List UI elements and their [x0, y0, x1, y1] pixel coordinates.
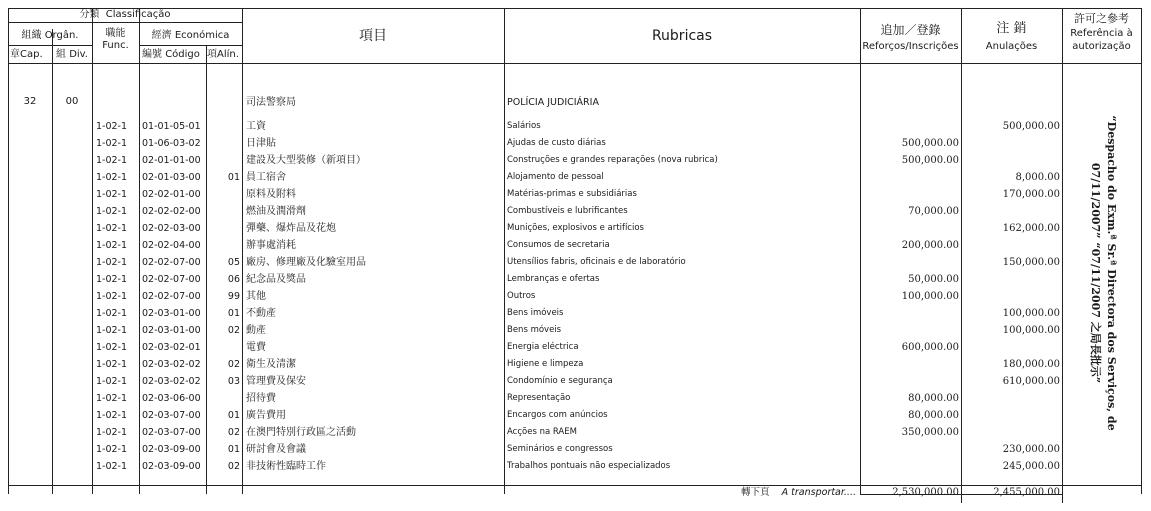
- row-rubrica-pt: Construções e grandes reparações (nova rubrica): [507, 155, 718, 165]
- budget-table: [8, 8, 1142, 503]
- row-item-zh: 招待費: [246, 393, 276, 404]
- row-func: 1-02-1: [96, 223, 128, 234]
- row-anulacao: 180,000.00: [1002, 359, 1060, 370]
- grid-line: [8, 22, 242, 23]
- organica-zh: 組織: [21, 30, 42, 41]
- row-item-zh: 研討會及會議: [246, 444, 306, 455]
- row-code: 02-03-06-00: [142, 393, 201, 404]
- cap-header: [10, 49, 52, 61]
- row-func: 1-02-1: [96, 308, 128, 319]
- organica-pt: Orgân.: [44, 30, 79, 41]
- anulacoes-pt: Anulações: [985, 41, 1038, 52]
- row-code: 02-01-03-00: [142, 172, 201, 183]
- anulacoes-zh: 注 銷: [996, 21, 1027, 36]
- row-func: 1-02-1: [96, 444, 128, 455]
- transport-label: [608, 486, 856, 499]
- row-func: 1-02-1: [96, 172, 128, 183]
- row-func: 1-02-1: [96, 461, 128, 472]
- row-code: 02-01-01-00: [142, 155, 201, 166]
- alin-zh: 項: [207, 49, 217, 60]
- row-reforco: 100,000.00: [901, 291, 959, 302]
- organica-header: [8, 30, 92, 42]
- grid-line: [1141, 8, 1142, 494]
- row-alin: 06: [227, 274, 240, 285]
- row-item-zh: 燃油及潤滑劑: [246, 206, 306, 217]
- row-func: 1-02-1: [96, 427, 128, 438]
- row-code: 02-02-03-00: [142, 223, 201, 234]
- row-item-zh: 工資: [246, 121, 266, 132]
- row-rubrica-pt: Seminários e congressos: [507, 444, 613, 454]
- div-pt: Div.: [69, 49, 88, 60]
- row-alin: 99: [227, 291, 240, 302]
- row-rubrica-pt: Lembranças e ofertas: [507, 274, 600, 284]
- grid-line: [139, 45, 242, 46]
- row-func: 1-02-1: [96, 189, 128, 200]
- ref-pt1: Referência à: [1070, 28, 1133, 39]
- row-func: 1-02-1: [96, 257, 128, 268]
- row-item-zh: 動產: [246, 325, 266, 336]
- row-item-zh: 彈藥、爆炸品及花炮: [246, 223, 336, 234]
- grid-line: [8, 45, 92, 46]
- row-code: 02-02-07-00: [142, 257, 201, 268]
- row-reforco: 80,000.00: [908, 393, 959, 404]
- section-name-pt: POLÍCIA JUDICIÁRIA: [507, 97, 599, 108]
- row-item-zh: 原料及附料: [246, 189, 296, 200]
- grid-line: [139, 8, 140, 494]
- row-code: 02-03-09-00: [142, 461, 201, 472]
- row-code: 02-03-01-00: [142, 308, 201, 319]
- authorization-text: “Despacho do Exm.ª Sr.ª Directora dos Serviços, de 07/11/2007” “07/11/2007 之局長批示”: [1089, 115, 1118, 431]
- ref-pt2: autorização: [1072, 41, 1131, 52]
- row-alin: 01: [227, 172, 240, 183]
- row-anulacao: 230,000.00: [1002, 444, 1060, 455]
- row-anulacao: 162,000.00: [1002, 223, 1060, 234]
- economica-header: [139, 30, 242, 42]
- row-code: 02-03-02-02: [142, 376, 201, 387]
- transport-pt: A transportar....: [781, 487, 856, 498]
- row-anulacao: 500,000.00: [1002, 121, 1060, 132]
- row-rubrica-pt: Representação: [507, 393, 571, 403]
- row-func: 1-02-1: [96, 376, 128, 387]
- row-func: 1-02-1: [96, 274, 128, 285]
- classification-pt: Classificação: [105, 9, 171, 20]
- row-func: 1-02-1: [96, 155, 128, 166]
- row-reforco: 50,000.00: [908, 274, 959, 285]
- row-rubrica-pt: Higiene e limpeza: [507, 359, 584, 369]
- grid-line: [8, 63, 1142, 64]
- row-reforco: 500,000.00: [901, 155, 959, 166]
- row-item-zh: 廠房、修理廠及化驗室用品: [246, 257, 366, 268]
- row-item-zh: 衛生及清潔: [246, 359, 296, 370]
- row-func: 1-02-1: [96, 138, 128, 149]
- row-rubrica-pt: Energia eléctrica: [507, 342, 579, 352]
- row-func: 1-02-1: [96, 342, 128, 353]
- section-name-zh: 司法警察局: [246, 97, 296, 108]
- row-rubrica-pt: Encargos com anúncios: [507, 410, 608, 420]
- row-code: 02-02-02-00: [142, 206, 201, 217]
- row-func: 1-02-1: [96, 393, 128, 404]
- row-alin: 02: [227, 427, 240, 438]
- row-code: 02-03-07-00: [142, 410, 201, 421]
- alin-header: [207, 49, 242, 61]
- reforcos-pt: Reforços/Inscrições: [862, 41, 959, 52]
- row-reforco: 70,000.00: [908, 206, 959, 217]
- row-rubrica-pt: Trabalhos pontuais não especializados: [507, 461, 671, 471]
- row-rubrica-pt: Alojamento de pessoal: [507, 172, 604, 182]
- row-alin: 01: [227, 410, 240, 421]
- row-item-zh: 不動產: [246, 308, 276, 319]
- row-anulacao: 170,000.00: [1002, 189, 1060, 200]
- row-alin: 02: [227, 325, 240, 336]
- row-code: 01-06-03-02: [142, 138, 201, 149]
- row-code: 02-03-01-00: [142, 325, 201, 336]
- row-item-zh: 在澳門特別行政區之活動: [246, 427, 356, 438]
- func-zh: 職能: [105, 28, 126, 39]
- row-code: 02-02-07-00: [142, 274, 201, 285]
- row-code: 02-02-07-00: [142, 291, 201, 302]
- row-alin: 01: [227, 308, 240, 319]
- row-anulacao: 8,000.00: [1015, 172, 1060, 183]
- row-anulacao: 245,000.00: [1002, 461, 1060, 472]
- row-rubrica-pt: Matérias-primas e subsidiárias: [507, 189, 637, 199]
- cap-zh: 章: [10, 49, 20, 60]
- grid-line: [504, 8, 505, 494]
- row-reforco: 200,000.00: [901, 240, 959, 251]
- row-alin: 03: [227, 376, 240, 387]
- section-div: 00: [65, 96, 79, 107]
- economica-pt: Económica: [174, 30, 230, 41]
- row-alin: 02: [227, 359, 240, 370]
- row-func: 1-02-1: [96, 121, 128, 132]
- row-alin: 05: [227, 257, 240, 268]
- row-code: 02-02-04-00: [142, 240, 201, 251]
- alin-pt: Alín.: [217, 49, 239, 60]
- row-func: 1-02-1: [96, 291, 128, 302]
- economica-zh: 經濟: [151, 30, 172, 41]
- classification-zh: 分類: [79, 9, 100, 20]
- row-item-zh: 日津貼: [246, 138, 276, 149]
- func-header: [92, 28, 139, 52]
- row-code: 02-03-02-02: [142, 359, 201, 370]
- row-item-zh: 非技術性臨時工作: [246, 461, 326, 472]
- func-pt: Func.: [102, 40, 129, 51]
- transport-zh: 轉下頁: [741, 487, 770, 498]
- section-cap: 32: [23, 96, 37, 107]
- row-reforco: 350,000.00: [901, 427, 959, 438]
- row-item-zh: 管理費及保安: [246, 376, 306, 387]
- row-rubrica-pt: Utensílios fabris, oficinais e de laboratório: [507, 257, 686, 267]
- row-reforco: 600,000.00: [901, 342, 959, 353]
- grid-line: [92, 8, 93, 494]
- rubricas-header: Rubricas: [651, 28, 713, 44]
- row-rubrica-pt: Acções na RAEM: [507, 427, 577, 437]
- row-anulacao: 100,000.00: [1002, 308, 1060, 319]
- row-reforco: 500,000.00: [901, 138, 959, 149]
- row-rubrica-pt: Condomínio e segurança: [507, 376, 613, 386]
- row-anulacao: 150,000.00: [1002, 257, 1060, 268]
- row-rubrica-pt: Combustíveis e lubrificantes: [507, 206, 628, 216]
- row-func: 1-02-1: [96, 206, 128, 217]
- authorization-reference: [1073, 88, 1133, 458]
- row-func: 1-02-1: [96, 359, 128, 370]
- row-item-zh: 其他: [246, 291, 266, 302]
- grid-line: [8, 8, 9, 494]
- ref-zh: 許可之參考: [1074, 12, 1129, 25]
- row-rubrica-pt: Munições, explosivos e artifícios: [507, 223, 644, 233]
- codigo-pt: Código: [165, 49, 200, 60]
- row-alin: 01: [227, 444, 240, 455]
- item-header: 項目: [359, 28, 387, 44]
- row-rubrica-pt: Bens móveis: [507, 325, 562, 335]
- row-reforco: 80,000.00: [908, 410, 959, 421]
- row-func: 1-02-1: [96, 325, 128, 336]
- codigo-zh: 編號: [142, 49, 162, 60]
- row-alin: 02: [227, 461, 240, 472]
- cap-pt: Cap.: [20, 49, 43, 60]
- row-func: 1-02-1: [96, 410, 128, 421]
- row-item-zh: 廣告費用: [246, 410, 286, 421]
- row-anulacao: 100,000.00: [1002, 325, 1060, 336]
- row-code: 02-03-02-01: [142, 342, 201, 353]
- codigo-header: [142, 49, 206, 61]
- row-item-zh: 辦事處消耗: [246, 240, 296, 251]
- row-item-zh: 員工宿舍: [246, 172, 286, 183]
- row-item-zh: 建設及大型裝修（新項目）: [246, 155, 366, 166]
- div-header: [56, 49, 92, 61]
- row-item-zh: 紀念品及獎品: [246, 274, 306, 285]
- total-anulacoes: 2,455,000.00: [993, 487, 1060, 498]
- grid-line: [242, 8, 243, 494]
- row-rubrica-pt: Salários: [507, 121, 541, 131]
- row-anulacao: 610,000.00: [1002, 376, 1060, 387]
- row-code: 01-01-05-01: [142, 121, 201, 132]
- div-zh: 組: [56, 49, 66, 60]
- row-rubrica-pt: Outros: [507, 291, 536, 301]
- row-func: 1-02-1: [96, 240, 128, 251]
- row-rubrica-pt: Consumos de secretaria: [507, 240, 610, 250]
- row-item-zh: 電費: [246, 342, 266, 353]
- row-rubrica-pt: Bens imóveis: [507, 308, 564, 318]
- row-code: 02-03-09-00: [142, 444, 201, 455]
- row-code: 02-03-07-00: [142, 427, 201, 438]
- grid-line: [1062, 8, 1063, 503]
- row-rubrica-pt: Ajudas de custo diárias: [507, 138, 606, 148]
- total-reforcos: 2,530,000.00: [892, 487, 959, 498]
- reforcos-zh: 追加／登錄: [880, 23, 941, 37]
- classification-header: [8, 9, 242, 21]
- row-code: 02-02-01-00: [142, 189, 201, 200]
